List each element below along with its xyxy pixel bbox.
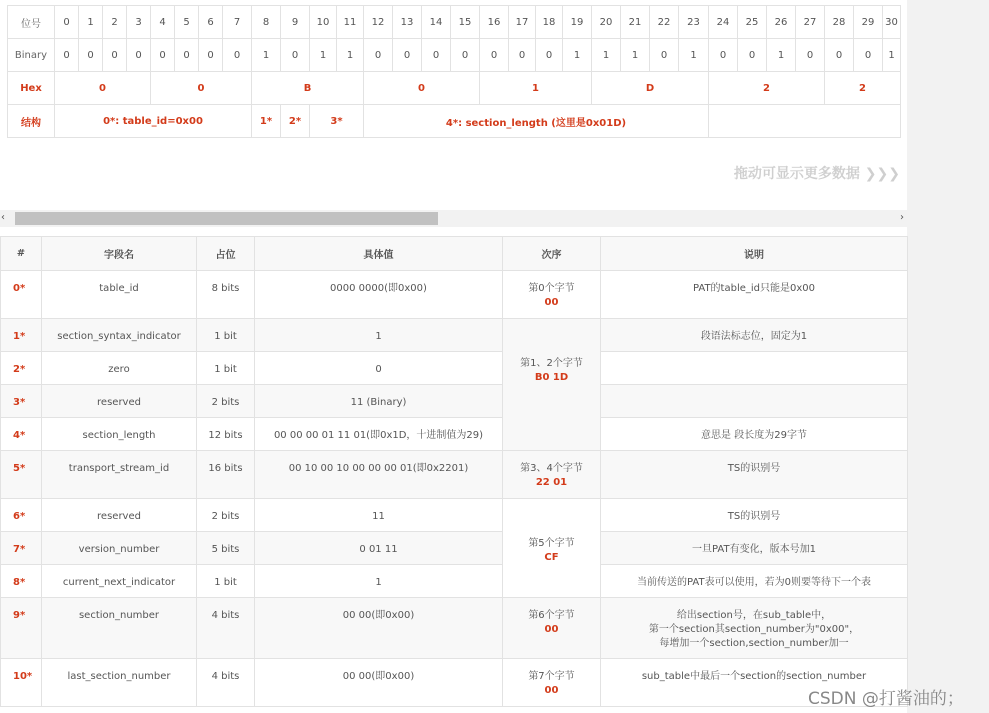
- row-label-position: 位号: [8, 6, 55, 39]
- row-label-hex: Hex: [8, 72, 55, 105]
- byte-order: [503, 499, 601, 598]
- bit-position: 0: [55, 6, 79, 39]
- bit-position: 15: [451, 6, 480, 39]
- right-gutter: [907, 0, 989, 713]
- byte-order-label: 第1、2个字节: [520, 358, 583, 369]
- binary-bit: 1: [592, 39, 621, 72]
- row-label-binary: Binary: [8, 39, 55, 72]
- binary-bit: 0: [509, 39, 536, 72]
- field-name: section_length: [42, 418, 197, 451]
- byte-order: [503, 659, 601, 707]
- binary-bit: 0: [422, 39, 451, 72]
- field-desc: TS的识别号: [601, 451, 908, 499]
- field-value: 11: [255, 499, 503, 532]
- byte-order-label: 第7个字节: [528, 671, 575, 682]
- field-name: transport_stream_id: [42, 451, 197, 499]
- byte-order-label: 第6个字节: [528, 610, 575, 621]
- row-num: 0*: [1, 271, 42, 319]
- bit-position: 21: [621, 6, 650, 39]
- field-bits: 8 bits: [197, 271, 255, 319]
- hex-nibble: 2: [709, 72, 825, 105]
- byte-order-label: 第5个字节: [528, 538, 575, 549]
- byte-order: [503, 271, 601, 319]
- byte-order: [503, 598, 601, 659]
- scroll-right-arrow-icon[interactable]: ›: [900, 212, 904, 223]
- binary-bit: 0: [451, 39, 480, 72]
- hex-nibble: 2: [825, 72, 901, 105]
- header-num: #: [1, 237, 42, 271]
- horizontal-scrollbar[interactable]: [0, 210, 907, 227]
- field-name: section_number: [42, 598, 197, 659]
- field-desc: 一旦PAT有变化，版本号加1: [601, 532, 908, 565]
- field-name: last_section_number: [42, 659, 197, 707]
- binary-bit: 1: [337, 39, 364, 72]
- field-value: 00 10 00 10 00 00 00 01(即0x2201): [255, 451, 503, 499]
- byte-order: [503, 319, 601, 451]
- header-value: 具体值: [255, 237, 503, 271]
- header-desc: 说明: [601, 237, 908, 271]
- field-bits: 4 bits: [197, 659, 255, 707]
- bit-position: 20: [592, 6, 621, 39]
- bit-position: 30: [883, 6, 901, 39]
- hex-nibble: 0: [55, 72, 151, 105]
- binary-bit: 0: [825, 39, 854, 72]
- csdn-watermark: CSDN @打酱油的；: [808, 689, 964, 709]
- bit-position: 13: [393, 6, 422, 39]
- binary-row: [8, 39, 901, 72]
- binary-bit: 0: [393, 39, 422, 72]
- field-value: 0 01 11: [255, 532, 503, 565]
- field-name: current_next_indicator: [42, 565, 197, 598]
- position-row: [8, 6, 901, 39]
- structure-row: [8, 105, 901, 138]
- field-name: section_syntax_indicator: [42, 319, 197, 352]
- field-bits: 2 bits: [197, 385, 255, 418]
- field-name: zero: [42, 352, 197, 385]
- row-num: 10*: [1, 659, 42, 707]
- bit-layout-table: [7, 5, 901, 138]
- field-bits: 16 bits: [197, 451, 255, 499]
- header-bits: 占位: [197, 237, 255, 271]
- field-desc: [601, 598, 908, 659]
- field-desc: 当前传送的PAT表可以使用，若为0则要等待下一个表: [601, 565, 908, 598]
- bit-position: 6: [199, 6, 223, 39]
- binary-bit: 1: [310, 39, 337, 72]
- row-num: 5*: [1, 451, 42, 499]
- binary-bit: 0: [55, 39, 79, 72]
- desc-line: 给出section号，在sub_table中，: [676, 610, 832, 621]
- field-value: 00 00(即0x00): [255, 659, 503, 707]
- field-value: 0: [255, 352, 503, 385]
- table-row: [1, 532, 908, 565]
- bit-position: 9: [281, 6, 310, 39]
- binary-bit: 1: [252, 39, 281, 72]
- bit-position: 16: [480, 6, 509, 39]
- binary-bit: 0: [796, 39, 825, 72]
- drag-more-hint: 拖动可显示更多数据 ❯❯❯: [733, 166, 900, 182]
- byte-order-value: 22 01: [535, 477, 568, 488]
- field-value: 1: [255, 565, 503, 598]
- bit-position: 24: [709, 6, 738, 39]
- binary-bit: 1: [621, 39, 650, 72]
- bit-position: 10: [310, 6, 337, 39]
- binary-bit: 0: [199, 39, 223, 72]
- field-bits: 1 bit: [197, 352, 255, 385]
- field-name: reserved: [42, 499, 197, 532]
- field-description-table: [0, 236, 908, 707]
- bit-position: 2: [103, 6, 127, 39]
- field-table-header: [1, 237, 908, 271]
- row-num: 1*: [1, 319, 42, 352]
- structure-section-length: 4*: section_length (这里是0x01D): [364, 105, 709, 138]
- binary-bit: 0: [127, 39, 151, 72]
- bit-position: 3: [127, 6, 151, 39]
- binary-bit: 0: [175, 39, 199, 72]
- field-desc: TS的识别号: [601, 499, 908, 532]
- row-num: 2*: [1, 352, 42, 385]
- bit-position: 26: [767, 6, 796, 39]
- bit-position: 27: [796, 6, 825, 39]
- row-num: 4*: [1, 418, 42, 451]
- structure-field-1: 1*: [252, 105, 281, 138]
- bit-position: 17: [509, 6, 536, 39]
- binary-bit: 0: [79, 39, 103, 72]
- binary-bit: 0: [364, 39, 393, 72]
- bit-position: 12: [364, 6, 393, 39]
- field-value: 00 00(即0x00): [255, 598, 503, 659]
- hex-nibble: 1: [480, 72, 592, 105]
- binary-bit: 0: [709, 39, 738, 72]
- binary-bit: 1: [679, 39, 709, 72]
- field-bits: 5 bits: [197, 532, 255, 565]
- bit-position: 5: [175, 6, 199, 39]
- row-num: 8*: [1, 565, 42, 598]
- byte-order-value: 00: [544, 297, 559, 308]
- scrollbar-thumb[interactable]: [15, 212, 438, 225]
- field-desc: [601, 352, 908, 385]
- field-value: 0000 0000(即0x00): [255, 271, 503, 319]
- structure-table-id: 0*: table_id=0x00: [55, 105, 252, 138]
- field-bits: 1 bit: [197, 319, 255, 352]
- binary-bit: 1: [767, 39, 796, 72]
- field-bits: 12 bits: [197, 418, 255, 451]
- field-desc: 意思是 段长度为29字节: [601, 418, 908, 451]
- bit-position: 23: [679, 6, 709, 39]
- byte-order-label: 第0个字节: [528, 283, 575, 294]
- hex-row: [8, 72, 901, 105]
- binary-bit: 0: [103, 39, 127, 72]
- binary-bit: 0: [854, 39, 883, 72]
- field-name: reserved: [42, 385, 197, 418]
- byte-order-value: 00: [544, 624, 559, 635]
- desc-line: 第一个section其section_number为"0x00"，: [648, 624, 860, 635]
- table-row: [1, 499, 908, 532]
- byte-order: [503, 451, 601, 499]
- field-desc: 段语法标志位，固定为1: [601, 319, 908, 352]
- bit-position: 28: [825, 6, 854, 39]
- field-bits: 1 bit: [197, 565, 255, 598]
- row-num: 3*: [1, 385, 42, 418]
- byte-order-label: 第3、4个字节: [520, 463, 583, 474]
- field-bits: 4 bits: [197, 598, 255, 659]
- field-value: 00 00 00 01 11 01(即0x1D，十进制值为29): [255, 418, 503, 451]
- field-desc: [601, 385, 908, 418]
- field-name: table_id: [42, 271, 197, 319]
- hex-nibble: B: [252, 72, 364, 105]
- table-row: [1, 659, 908, 707]
- byte-order-value: B0 1D: [534, 372, 569, 383]
- row-label-structure: 结构: [8, 105, 55, 138]
- binary-bit: 0: [738, 39, 767, 72]
- bit-position: 7: [223, 6, 252, 39]
- binary-bit: 1: [563, 39, 592, 72]
- table-row: [1, 598, 908, 659]
- field-name: version_number: [42, 532, 197, 565]
- bit-position: 22: [650, 6, 679, 39]
- bit-position: 14: [422, 6, 451, 39]
- hex-nibble: D: [592, 72, 709, 105]
- bit-position: 8: [252, 6, 281, 39]
- bit-position: 11: [337, 6, 364, 39]
- row-num: 9*: [1, 598, 42, 659]
- field-value: 11 (Binary): [255, 385, 503, 418]
- binary-bit: 0: [281, 39, 310, 72]
- bit-position: 25: [738, 6, 767, 39]
- bit-position: 19: [563, 6, 592, 39]
- binary-bit: 0: [223, 39, 252, 72]
- field-desc: sub_table中最后一个section的section_number: [601, 659, 908, 707]
- structure-field-3: 3*: [310, 105, 364, 138]
- bit-position: 1: [79, 6, 103, 39]
- structure-next: [709, 105, 901, 138]
- field-desc: PAT的table_id只能是0x00: [601, 271, 908, 319]
- bit-position: 4: [151, 6, 175, 39]
- bit-position: 18: [536, 6, 563, 39]
- table-row: [1, 451, 908, 499]
- structure-field-2: 2*: [281, 105, 310, 138]
- hex-nibble: 0: [151, 72, 252, 105]
- table-row: [1, 565, 908, 598]
- binary-bit: 0: [650, 39, 679, 72]
- hex-nibble: 0: [364, 72, 480, 105]
- scroll-left-arrow-icon[interactable]: ‹: [1, 212, 5, 223]
- binary-bit: 0: [536, 39, 563, 72]
- row-num: 6*: [1, 499, 42, 532]
- row-num: 7*: [1, 532, 42, 565]
- table-row: [1, 319, 908, 352]
- binary-bit: 0: [151, 39, 175, 72]
- header-field: 字段名: [42, 237, 197, 271]
- binary-bit: 0: [480, 39, 509, 72]
- byte-order-value: 00: [544, 685, 559, 696]
- table-row: [1, 271, 908, 319]
- bit-position: 29: [854, 6, 883, 39]
- table-row: [1, 418, 908, 451]
- table-row: [1, 352, 908, 385]
- byte-order-value: CF: [544, 552, 559, 563]
- field-value: 1: [255, 319, 503, 352]
- desc-line: 每增加一个section,section_number加一: [659, 638, 849, 649]
- field-bits: 2 bits: [197, 499, 255, 532]
- table-row: [1, 385, 908, 418]
- header-order: 次序: [503, 237, 601, 271]
- binary-bit: 1: [883, 39, 901, 72]
